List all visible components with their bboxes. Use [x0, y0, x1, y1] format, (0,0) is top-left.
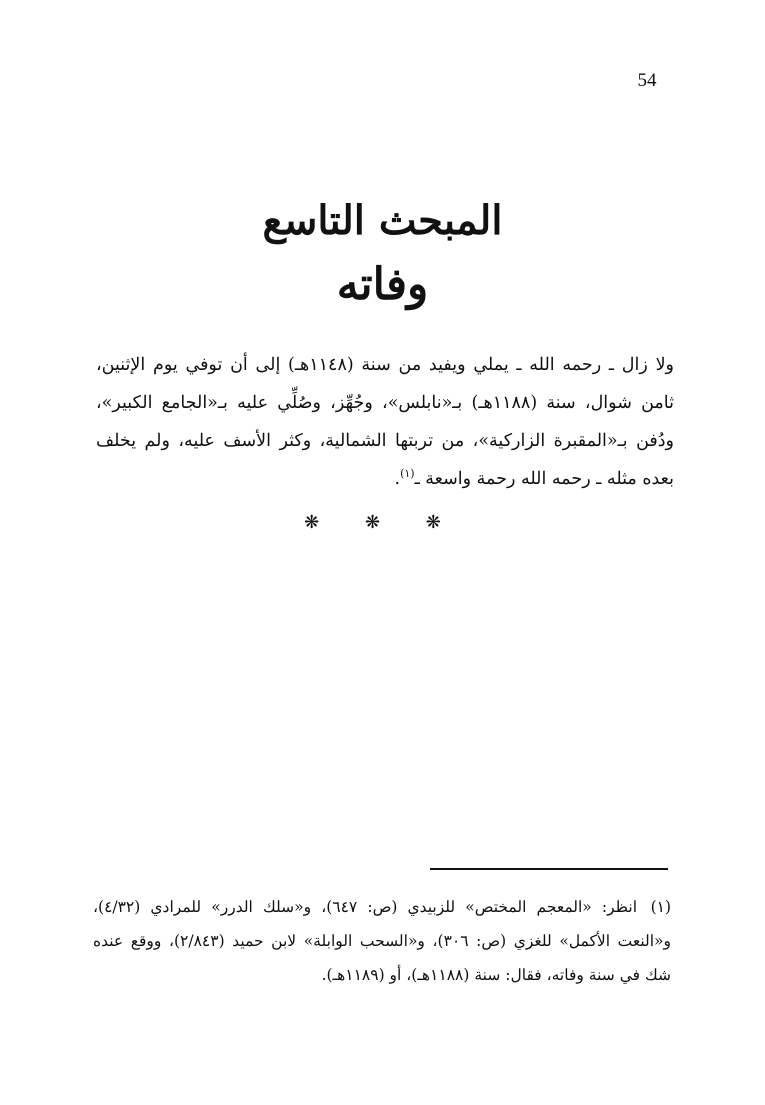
footnote [93, 890, 671, 992]
footnote-divider [430, 868, 668, 870]
section-separator-stars: ❋ ❋ ❋ [304, 512, 461, 533]
body-paragraph-ending: . [394, 469, 401, 489]
chapter-title: وفاته [336, 259, 429, 310]
chapter-heading [0, 190, 765, 316]
page-number: 54 [637, 70, 657, 91]
footnote-number: (١) [650, 898, 672, 916]
chapter-label: المبحث التاسع [262, 197, 503, 244]
body-paragraph-text: ولا زال ـ رحمه الله ـ يملي ويفيد من سنة (١١٤٨هـ) إلى أن توفي يوم الإثنين، ثامن شوال، سنة (١١٨٨هـ) بـ«نابلس»، وجُهِّز، وصُلِّي عليه بـ«الجامع الكبير»، ودُفن بـ«المقبرة الزاركية»، من تربتها الشمالية، وكثر الأسف عليه، ولم يخلف بعده مثله ـ رحمه الله رحمة واسعة ـ [96, 355, 674, 489]
footnote-text: انظر: «المعجم المختص» للزبيدي (ص: ٦٤٧)، و«سلك الدرر» للمرادي (٤/٣٢)، و«النعت الأكمل» للغزي (ص: ٣٠٦)، و«السحب الوابلة» لابن حميد (٢/٨٤٣)، ووقع عنده شك في سنة وفاته، فقال: سنة (١١٨٨هـ)، أو (١١٨٩هـ). [93, 898, 672, 984]
footnote-reference: (١) [400, 467, 415, 481]
body-paragraph [96, 346, 674, 498]
